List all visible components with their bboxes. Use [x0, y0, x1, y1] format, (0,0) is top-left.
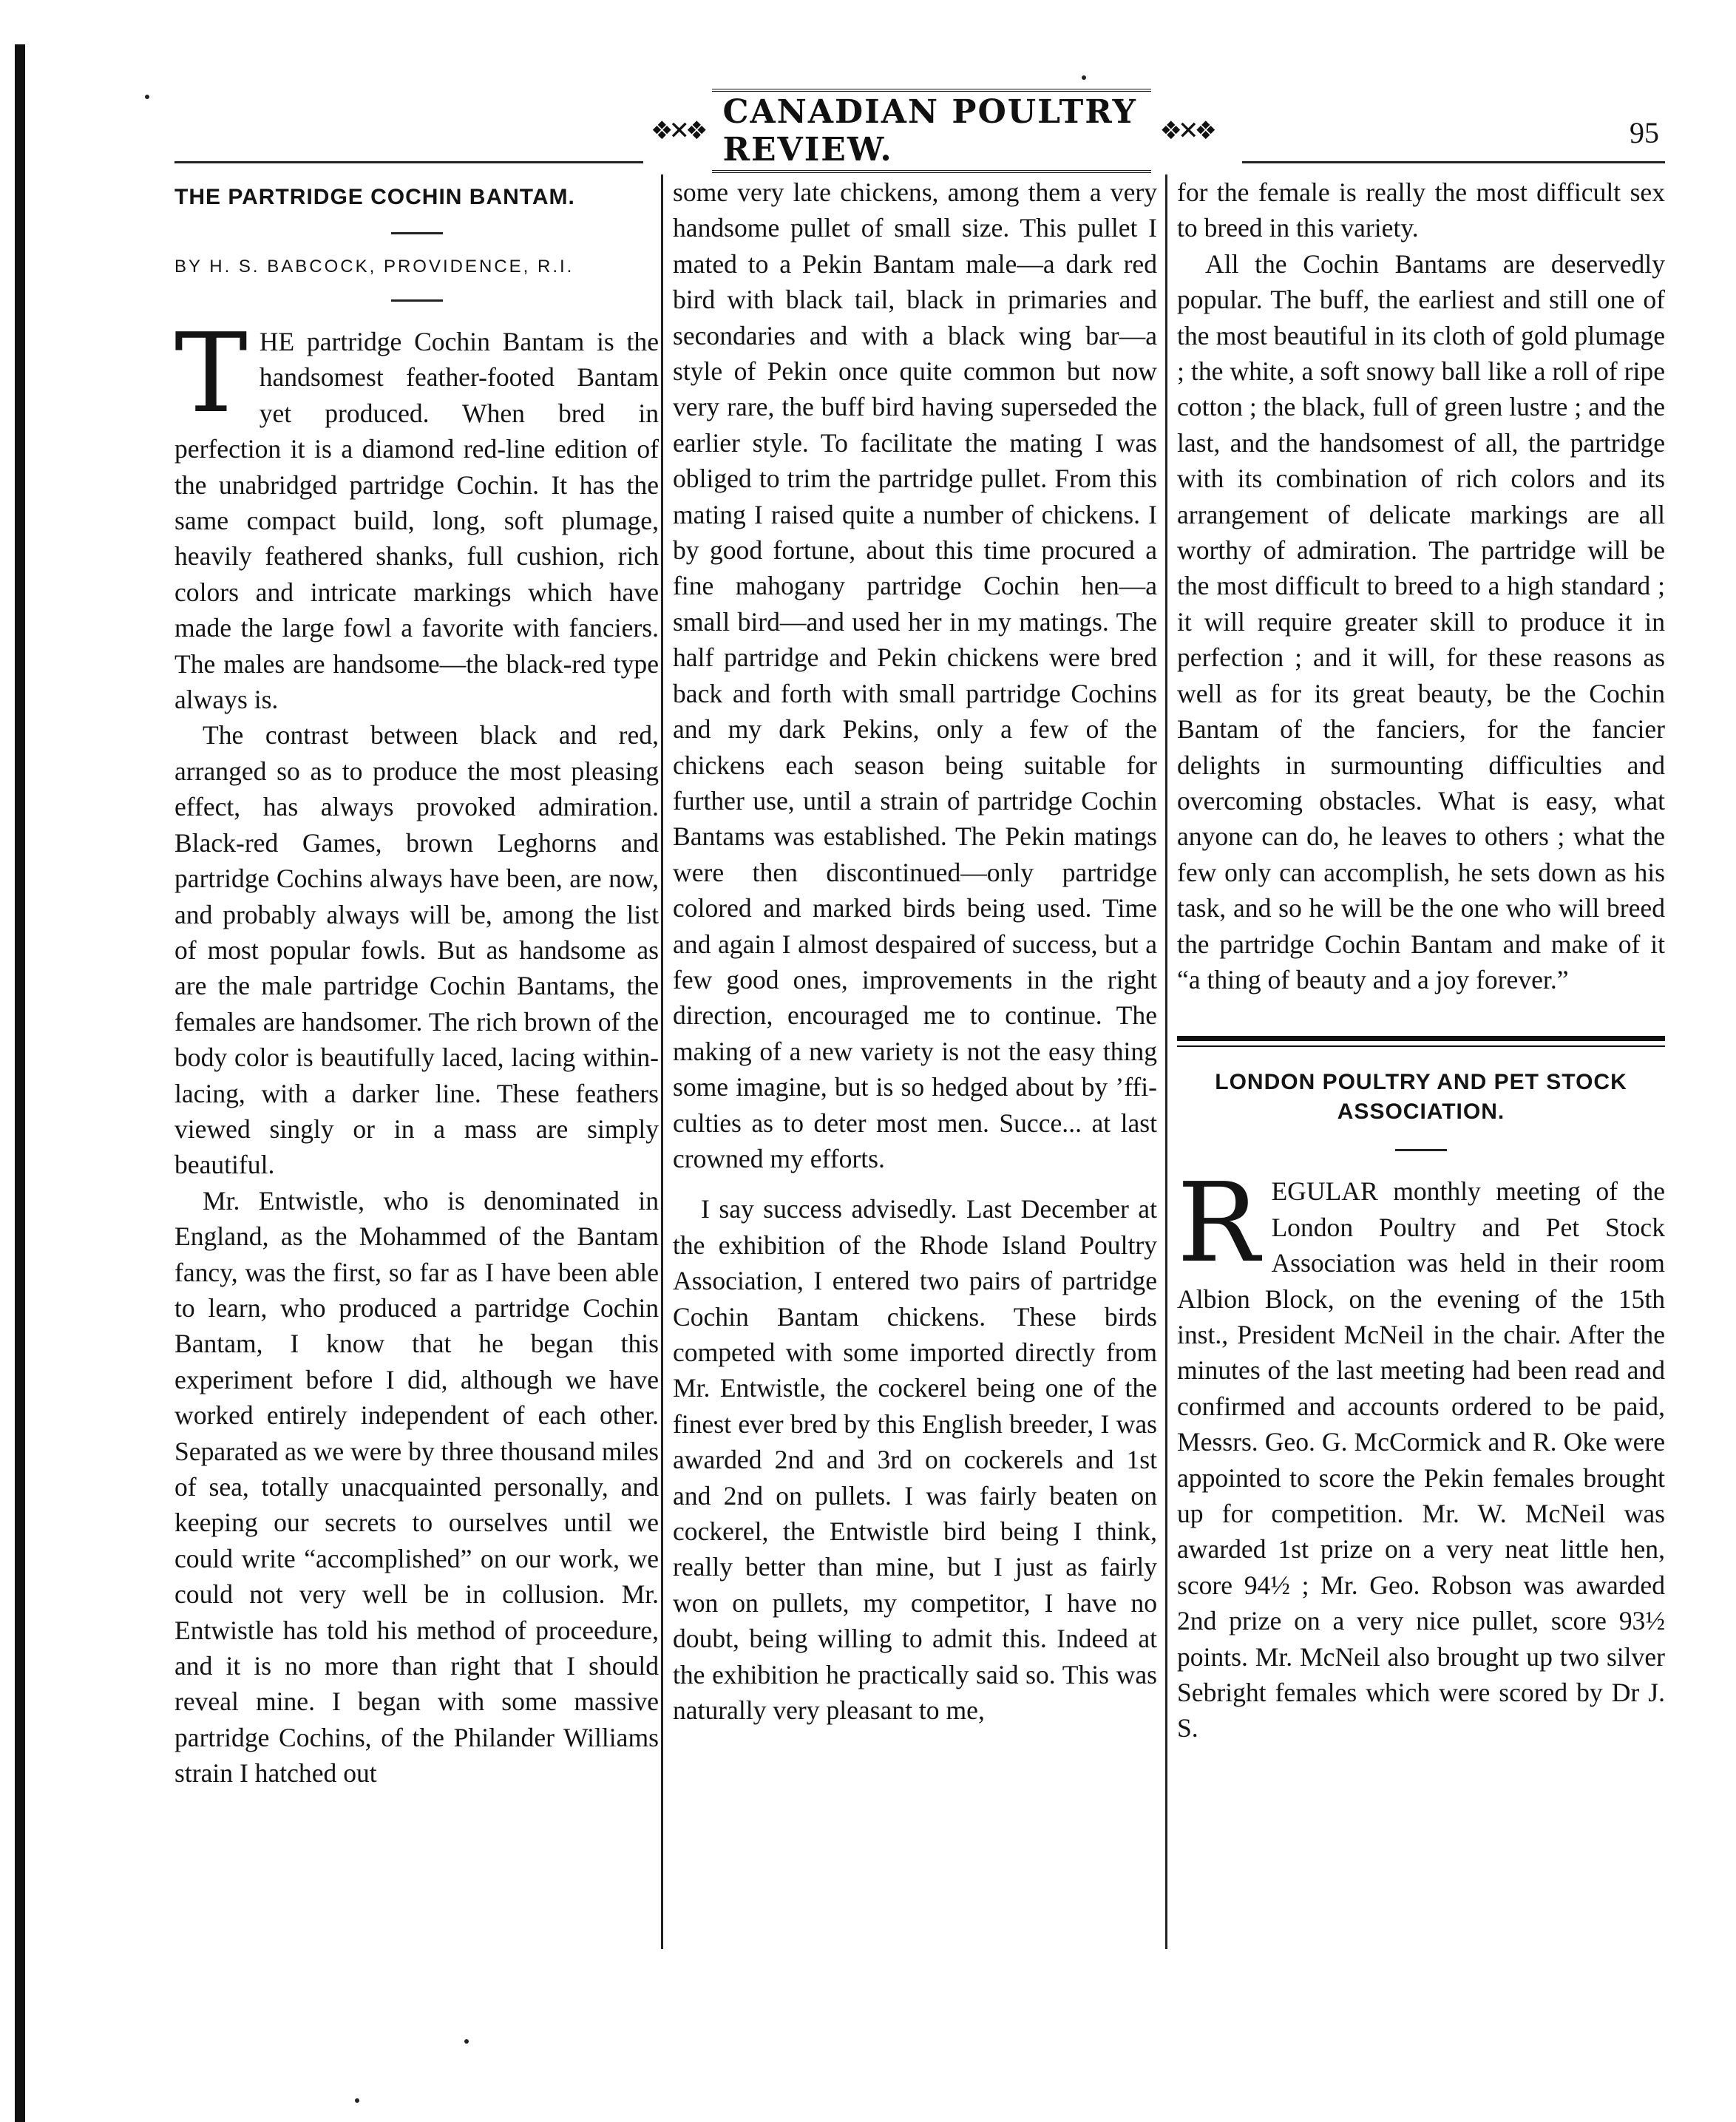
article-title: THE PARTRIDGE COCHIN BANTAM.: [174, 185, 575, 209]
article-paragraph: Mr. Entwistle, who is denominated in England, as the Mohammed of the Bantam fancy, was the first, so far as I have been able to learn, who produced a partridge Cochin Bantam, I know that he began this experiment before I did, although we have worked entirely independent of each other. Separated as we were by three thousand miles of sea, totally unacquainted personally, and keeping our secrets to ourselves until we could write “accomplished” on our work, we could not very well be in collusion. Mr. Entwistle has told his method of proceedure, and it is no more than right that I should reveal mine. I began with some massive partridge Cochins, of the Philander Williams strain I hatched out: [174, 1185, 659, 1789]
column-2: [673, 174, 1157, 1964]
section-rule-heavy: [1177, 1036, 1665, 1041]
paragraph-text: EGULAR monthly meeting of the London Poultry and Pet Stock Association was held in their room Albion Block, on the evening of the 15th inst., President McNeil in the chair. After the minutes of the last meeting had been read and confirmed and accounts ordered to be paid, Messrs. Geo. G. McCormick and R. Oke were appointed to score the Pekin females brought up for competition. Mr. W. McNeil was awarded 1st prize on a very neat little hen, score 94½ ; Mr. Geo. Robson was awarded 2nd prize on a very nice pullet, score 93½ points. Mr. McNeil also brought up two silver Sebright females which were scored by Dr J. S.: [1177, 1176, 1665, 1743]
dropcap: T: [174, 310, 248, 437]
column-divider: [1165, 174, 1167, 1949]
masthead-ornament-right: ❖✕❖: [1159, 116, 1213, 146]
print-speck: [464, 2039, 469, 2044]
page-number: 95: [1630, 116, 1659, 149]
article-paragraph: All the Cochin Bantams are deservedly popular. The buff, the earliest and still one of the most beautiful in its cloth of gold plumage ; the white, a soft snowy ball like a roll of ripe cotton ; the black, full of green lustre ; and the last, and the handsomest of all, the partridge with its combination of rich colors and its arrangement of delicate markings are all worthy of admiration. The partridge will be the most difficult to breed to a high standard ; it will require greater skill to produce it in perfection ; and it will, for these reasons as well as for its great beauty, be the Cochin Bantam of the fanciers, for the fancier delights in surmounting difficulties and overcoming obstacles. What is easy, what anyone can do, he leaves to others ; what the few only can accomplish, he sets down as his task, and so he will be the one who will breed the partridge Cochin Bantam and make of it “a thing of beauty and a joy forever.”: [1177, 248, 1665, 994]
print-speck: [1082, 75, 1086, 80]
article-paragraph: [1177, 1159, 1665, 1746]
print-speck: [145, 95, 149, 99]
masthead-title: CANADIAN POULTRY REVIEW.: [712, 89, 1150, 173]
dropcap: R: [1177, 1159, 1260, 1287]
article-paragraph: [174, 310, 659, 717]
article-paragraph-continued: some very late chickens, among them a very handsome pullet of small size. This pullet I mated to a Pekin Bantam male—a dark red bird with black tail, black in primaries and secondaries and with a black wing bar—a style of Pekin once quite common but now very rare, the buff bird having superseded the earlier style. To facilitate the mating I was obliged to trim the partridge pullet. From this mating I raised quite a number of chickens. I by good fortune, about this time procured a fine mahogany partridge Cochin hen—a small bird—and used her in my matings. The half partridge and Pekin chickens were bred back and forth with small partridge Cochins and my dark Pekins, only a few of the chickens each season being suitable for further use, until a strain of partridge Cochin Bantams was established. The Pekin matings were then discontinued—only partridge colored and marked birds being used. Time and again I almost despaired of success, but a few good ones, improvements in the right direction, encouraged me to continue. The making of a new variety is not the easy thing some imagine, but is so hedged about by ’ffi-culties as to deter most men. Succe... at last crowned my efforts.: [673, 177, 1157, 1173]
header-rule-left: [174, 161, 643, 163]
byline: BY H. S. BABCOCK, PROVIDENCE, R.I.: [174, 257, 574, 277]
article-title: LONDON POULTRY AND PET STOCK ASSOCIATION.: [1215, 1070, 1627, 1125]
masthead-ornament-left: ❖✕❖: [651, 116, 704, 146]
masthead: [651, 93, 1213, 169]
column-1: [174, 174, 659, 1964]
article-paragraph: The contrast between black and red, arranged so as to produce the most pleasing effect, has always provoked admiration. Black-red Games, brown Leghorns and partridge Cochins always have been, are now, and probably always will be, among the list of most popular fowls. But as handsome as are the male partridge Cochin Bantams, the females are handsomer. The rich brown of the body color is beautifully laced, lacing within-lacing, with a darker line. These feathers viewed singly or in a mass are simply beautiful.: [174, 720, 659, 1180]
section-rule-thin: [1177, 1045, 1665, 1047]
title-rule: [391, 232, 443, 234]
page-edge-bar: [15, 44, 25, 2122]
article-paragraph-continued: for the female is really the most difficult sex to breed in this variety.: [1177, 177, 1665, 243]
column-divider: [661, 174, 663, 1949]
column-3: [1177, 174, 1665, 1964]
header-rule-right: [1242, 161, 1665, 163]
title-rule: [1395, 1149, 1447, 1151]
byline-rule: [391, 299, 443, 302]
article-paragraph: I say success advisedly. Last December at the exhibition of the Rhode Island Poultry Association, I entered two pairs of partridge Cochin Bantam chickens. These birds competed with some imported directly from Mr. Entwistle, the cockerel being one of the finest ever bred by this English breeder, I was awarded 2nd and 3rd on cockerels and 1st and 2nd on pullets. I was fairly beaten on cockerel, the Entwistle bird being I think, really better than mine, but I just as fairly won on pullets, my competitor, I have no doubt, being willing to admit this. Indeed at the exhibition he practically said so. This was naturally very pleasant to me,: [673, 1194, 1157, 1726]
print-speck: [355, 2098, 359, 2103]
paragraph-text: HE partridge Cochin Bantam is the handsomest feather-footed Bantam yet produced. When bred in perfection it is a diamond red-line edition of the unabridged partridge Cochin. It has the same compact build, long, soft plumage, heavily feathered shanks, full cushion, rich colors and intricate markings which have made the large fowl a favorite with fanciers. The males are handsome—the black-red type always is.: [174, 327, 659, 715]
